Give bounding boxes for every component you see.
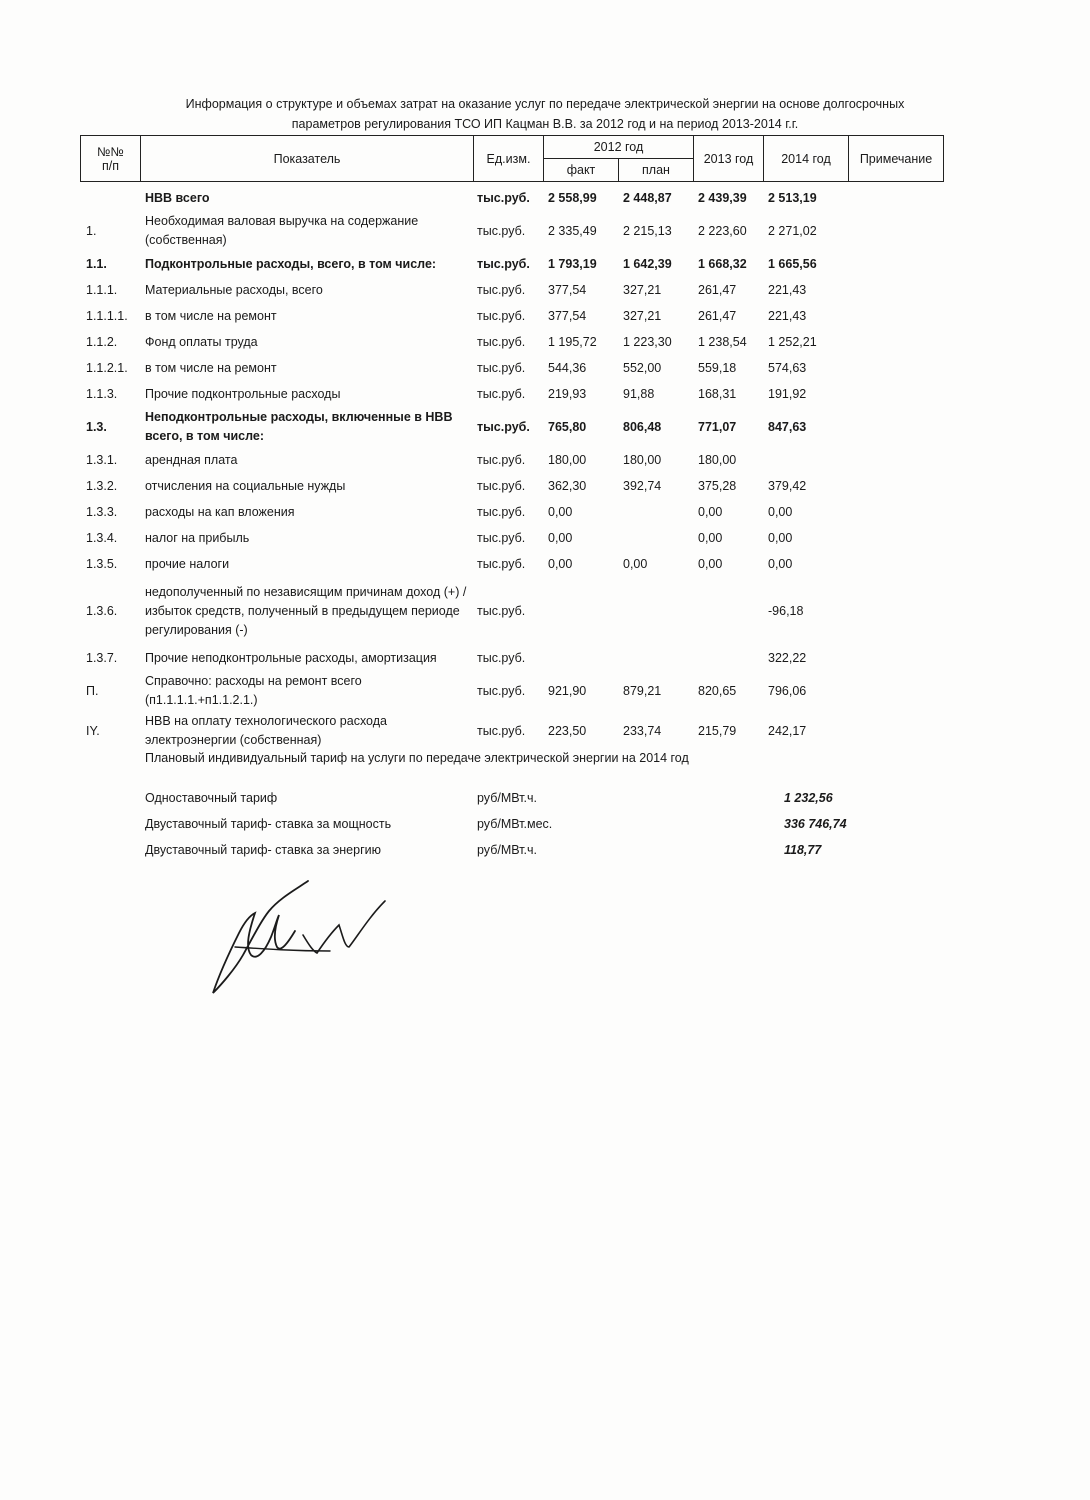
cell-y2013: 1 238,54	[698, 334, 747, 349]
header-num: №№ п/п	[81, 136, 141, 182]
cell-fact: 2 335,49	[548, 223, 597, 238]
cell-num: 1.3.	[86, 419, 107, 434]
cell-name: арендная плата	[145, 452, 238, 467]
cell-plan: 1 223,30	[623, 334, 672, 349]
cell-unit: тыс.руб.	[477, 256, 530, 271]
header-year-2013: 2013 год	[694, 136, 764, 182]
header-year-2014: 2014 год	[764, 136, 849, 182]
table-row	[0, 381, 1090, 407]
cell-num: 1.1.1.1.	[86, 308, 128, 323]
cell-unit: тыс.руб.	[477, 603, 526, 618]
tariff-name: Двуставочный тариф- ставка за мощность	[145, 817, 392, 831]
cell-num: 1.3.4.	[86, 530, 118, 545]
cell-fact: 1 793,19	[548, 256, 597, 271]
cell-y2014: 379,42	[768, 478, 807, 493]
cell-y2014: 191,92	[768, 386, 807, 401]
cell-y2013: 215,79	[698, 723, 737, 738]
table-row	[0, 447, 1090, 473]
cell-num: 1.3.7.	[86, 650, 118, 665]
cell-num: IY.	[86, 723, 100, 738]
table-body	[0, 185, 1090, 855]
cell-y2013: 559,18	[698, 360, 737, 375]
table-row	[0, 211, 1090, 251]
cell-plan: 91,88	[623, 386, 655, 401]
cell-y2013: 261,47	[698, 308, 737, 323]
cell-num: П.	[86, 683, 99, 698]
table-row	[0, 577, 1090, 645]
table-row	[0, 277, 1090, 303]
cell-unit: тыс.руб.	[477, 419, 530, 434]
cell-num: 1.3.3.	[86, 504, 118, 519]
cell-y2014: 847,63	[768, 419, 807, 434]
cell-unit: тыс.руб.	[477, 386, 526, 401]
cell-y2014: 221,43	[768, 282, 807, 297]
cell-name: в том числе на ремонт	[145, 360, 277, 375]
cell-plan: 0,00	[623, 556, 648, 571]
header-indicator: Показатель	[141, 136, 474, 182]
cell-unit: тыс.руб.	[477, 556, 526, 571]
cell-unit: тыс.руб.	[477, 223, 526, 238]
cell-num: 1.3.6.	[86, 603, 118, 618]
cell-plan: 1 642,39	[623, 256, 672, 271]
cell-fact: 377,54	[548, 282, 587, 297]
cell-name: Фонд оплаты труда	[145, 334, 258, 349]
cell-name: Прочие неподконтрольные расходы, амортизация	[145, 650, 437, 665]
tariff-value: 118,77	[784, 843, 822, 857]
table-row	[0, 251, 1090, 277]
cell-name: отчисления на социальные нужды	[145, 478, 346, 493]
cell-name: Материальные расходы, всего	[145, 282, 323, 297]
table-row	[0, 499, 1090, 525]
cell-name: прочие налоги	[145, 556, 230, 571]
cell-y2014: 2 513,19	[768, 190, 817, 205]
cell-plan: 879,21	[623, 683, 662, 698]
cell-unit: тыс.руб.	[477, 650, 526, 665]
cell-num: 1.	[86, 223, 97, 238]
document-title	[120, 94, 970, 134]
cell-name: недополученный по независящим причинам доход (+) / избыток средств, полученный в предыдущем периоде регулирования (-)	[145, 584, 467, 637]
header-unit: Ед.изм.	[474, 136, 544, 182]
cell-unit: тыс.руб.	[477, 478, 526, 493]
cell-plan: 327,21	[623, 282, 662, 297]
header-plan: план	[619, 159, 694, 182]
cell-y2013: 2 439,39	[698, 190, 747, 205]
table-row	[0, 551, 1090, 577]
tariff-value: 1 232,56	[784, 791, 833, 805]
table-row	[0, 303, 1090, 329]
cell-fact: 223,50	[548, 723, 587, 738]
table-row	[0, 711, 1090, 751]
cell-y2013: 820,65	[698, 683, 737, 698]
table-row	[0, 355, 1090, 381]
cell-name: налог на прибыль	[145, 530, 250, 545]
table-row	[0, 185, 1090, 211]
cell-unit: тыс.руб.	[477, 308, 526, 323]
cell-fact: 0,00	[548, 556, 573, 571]
cell-name: Справочно: расходы на ремонт всего (п1.1.1.1.+п1.1.2.1.)	[145, 674, 362, 707]
cell-name: НВВ всего	[145, 190, 210, 205]
cell-unit: тыс.руб.	[477, 360, 526, 375]
tariff-name: Одноставочный тариф	[145, 791, 278, 805]
cell-unit: тыс.руб.	[477, 282, 526, 297]
cell-name: Подконтрольные расходы, всего, в том числе:	[145, 256, 437, 271]
cell-y2014: 0,00	[768, 556, 793, 571]
cell-unit: тыс.руб.	[477, 504, 526, 519]
cell-unit: тыс.руб.	[477, 683, 526, 698]
cell-num: 1.1.	[86, 256, 107, 271]
cell-num: 1.3.2.	[86, 478, 118, 493]
tariff-heading-row	[0, 751, 1090, 777]
cell-y2013: 261,47	[698, 282, 737, 297]
cell-y2013: 0,00	[698, 556, 723, 571]
cell-plan: 2 215,13	[623, 223, 672, 238]
cell-num: 1.1.2.	[86, 334, 118, 349]
cell-fact: 377,54	[548, 308, 587, 323]
cell-y2013: 771,07	[698, 419, 737, 434]
tariff-value: 336 746,74	[784, 817, 847, 831]
tariff-row	[0, 803, 1090, 829]
cell-fact: 544,36	[548, 360, 587, 375]
cell-y2014: 2 271,02	[768, 223, 817, 238]
table-row	[0, 329, 1090, 355]
cell-y2014: 1 665,56	[768, 256, 817, 271]
table-row	[0, 645, 1090, 671]
header-year-2012: 2012 год	[544, 136, 694, 159]
tariff-unit: руб/МВт.мес.	[477, 817, 553, 831]
cell-fact: 2 558,99	[548, 190, 597, 205]
cell-unit: тыс.руб.	[477, 530, 526, 545]
cell-plan: 806,48	[623, 419, 662, 434]
cell-name: в том числе на ремонт	[145, 308, 277, 323]
cell-y2014: 322,22	[768, 650, 807, 665]
signature	[205, 875, 395, 1000]
cell-unit: тыс.руб.	[477, 334, 526, 349]
cell-name: НВВ на оплату технологического расхода электроэнергии (собственная)	[145, 714, 387, 747]
title-line-2: параметров регулирования ТСО ИП Кацман В.В. за 2012 год и на период 2013-2014 г.г.	[291, 117, 799, 131]
cell-plan: 327,21	[623, 308, 662, 323]
cell-name: Прочие подконтрольные расходы	[145, 386, 341, 401]
table-row	[0, 525, 1090, 551]
cell-unit: тыс.руб.	[477, 452, 526, 467]
header-fact: факт	[544, 159, 619, 182]
cell-plan: 552,00	[623, 360, 662, 375]
cell-y2013: 375,28	[698, 478, 737, 493]
cell-fact: 0,00	[548, 530, 573, 545]
cell-y2014: 0,00	[768, 504, 793, 519]
cell-y2013: 0,00	[698, 530, 723, 545]
cell-unit: тыс.руб.	[477, 723, 526, 738]
cell-fact: 765,80	[548, 419, 587, 434]
cell-y2014: 221,43	[768, 308, 807, 323]
cell-fact: 1 195,72	[548, 334, 597, 349]
cell-y2014: -96,18	[768, 603, 804, 618]
cell-unit: тыс.руб.	[477, 190, 530, 205]
cell-fact: 180,00	[548, 452, 587, 467]
cell-plan: 2 448,87	[623, 190, 672, 205]
cell-y2014: 242,17	[768, 723, 807, 738]
header-note: Примечание	[849, 136, 944, 182]
table-header	[80, 135, 944, 182]
cell-plan: 392,74	[623, 478, 662, 493]
cell-y2014: 1 252,21	[768, 334, 817, 349]
cell-y2014: 0,00	[768, 530, 793, 545]
cell-y2013: 180,00	[698, 452, 737, 467]
cell-y2013: 0,00	[698, 504, 723, 519]
cell-fact: 0,00	[548, 504, 573, 519]
cell-fact: 219,93	[548, 386, 587, 401]
cell-num: 1.1.3.	[86, 386, 118, 401]
tariff-unit: руб/МВт.ч.	[477, 791, 537, 805]
tariff-heading: Плановый индивидуальный тариф на услуги по передаче электрической энергии на 2014 год	[145, 751, 689, 765]
table-row	[0, 671, 1090, 711]
cell-num: 1.3.5.	[86, 556, 118, 571]
cell-num: 1.1.1.	[86, 282, 118, 297]
cell-y2013: 1 668,32	[698, 256, 747, 271]
cell-plan: 180,00	[623, 452, 662, 467]
tariff-name: Двуставочный тариф- ставка за энергию	[145, 843, 382, 857]
cell-y2013: 2 223,60	[698, 223, 747, 238]
cell-y2014: 796,06	[768, 683, 807, 698]
cell-y2014: 574,63	[768, 360, 807, 375]
cell-name: Неподконтрольные расходы, включенные в НВВ всего, в том числе:	[145, 410, 453, 443]
tariff-row	[0, 777, 1090, 803]
cell-fact: 362,30	[548, 478, 587, 493]
cell-y2013: 168,31	[698, 386, 737, 401]
table-row	[0, 473, 1090, 499]
cell-name: расходы на кап вложения	[145, 504, 295, 519]
cell-plan: 233,74	[623, 723, 662, 738]
cell-fact: 921,90	[548, 683, 587, 698]
table-row	[0, 407, 1090, 447]
cell-num: 1.3.1.	[86, 452, 118, 467]
tariff-row	[0, 829, 1090, 855]
cell-num: 1.1.2.1.	[86, 360, 128, 375]
title-line-1: Информация о структуре и объемах затрат на оказание услуг по передаче электрической энергии на основе долгосрочных	[185, 97, 905, 111]
cell-name: Необходимая валовая выручка на содержание (собственная)	[145, 214, 419, 247]
tariff-unit: руб/МВт.ч.	[477, 843, 537, 857]
